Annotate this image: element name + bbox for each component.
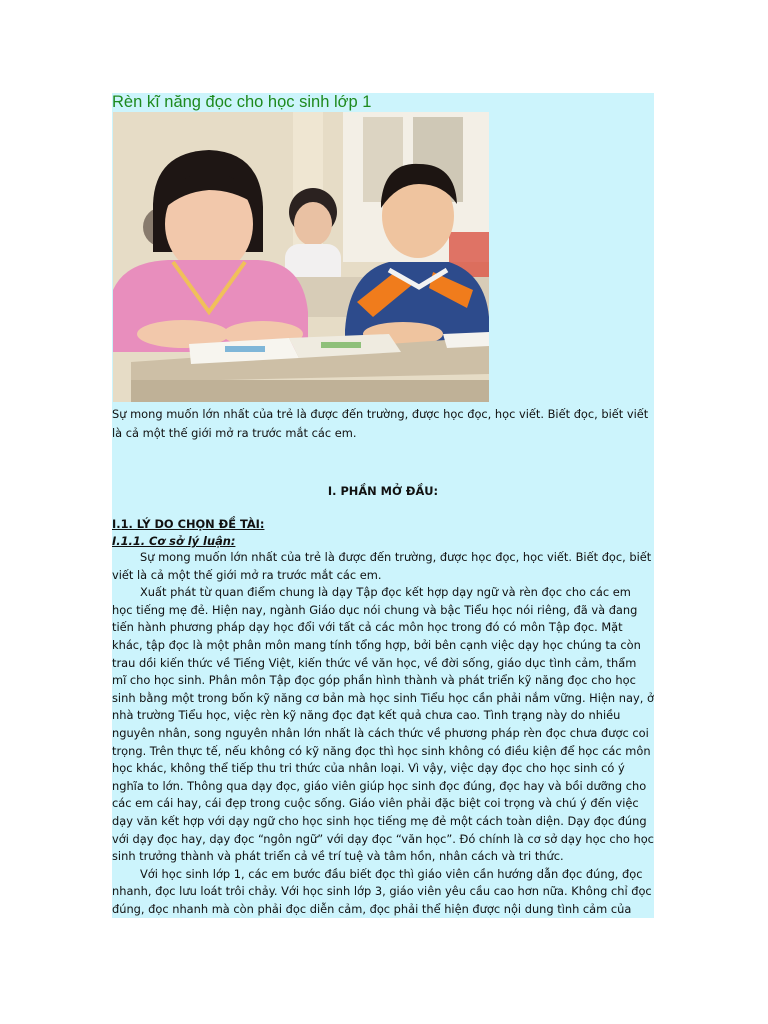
paragraph: Xuất phát từ quan điểm chung là dạy Tập đọc kết hợp dạy ngữ và rèn đọc cho các em học tiếng mẹ đẻ. Hiện nay, ngành Giáo dục nói chung và bậc Tiểu học nói riêng, đã và đang tiến hành phương pháp dạy học đổi với tất cả các môn học trong đó có môn Tập đọc. Mặt khác, tập đọc là một phân môn mang tính tổng hợp, bởi bên cạnh việc dạy học chúng ta còn trau dồi kiến thức về Tiếng Việt, kiến thức về văn học, về đời sống, giáo dục tình cảm, thẩm mĩ cho học sinh. Phân môn Tập đọc góp phần hình thành và phát triển kỹ năng đọc cho học sinh bằng một trong bốn kỹ năng cơ bản mà học sinh Tiểu học cần phải nắm vững. Hiện nay, ở nhà trường Tiểu học, việc rèn kỹ năng đọc đạt kết quả chưa cao. Tình trạng này do nhiều nguyên nhân, song nguyên nhân lớn nhất là cách thức về phương pháp rèn đọc chưa được coi trọng. Trên thực tế, nếu không có kỹ năng đọc thì học sinh không có điều kiện để học các môn học khác, không thể tiếp thu tri thức của nhân loại. Vì vậy, việc dạy đọc cho học sinh có ý nghĩa to lớn. Thông qua dạy đọc, giáo viên giúp học sinh đọc đúng, đọc hay và bồi dưỡng cho các em cái hay, cái đẹp trong cuộc sống. Giáo viên phải đặc biệt coi trọng và chú ý đến việc dạy văn kết hợp với dạy ngữ cho học sinh học tiếng mẹ đẻ một cách toàn diện. Dạy đọc đúng với dạy đọc hay, dạy đọc “ngôn ngữ” với dạy đọc “văn học”. Đó chính là cơ sở dạy học cho học sinh trưởng thành và phát triển cả về trí tuệ và tâm hồn, nhân cách và tri thức. bbox=[112, 585, 654, 864]
paragraph: Với học sinh lớp 1, các em bước đầu biết đọc thì giáo viên cần hướng dẫn đọc đúng, đọc nhanh, đọc lưu loát trôi chảy. Với học sinh lớp 3, giáo viên yêu cầu cao hơn nữa. Không chỉ đọc đúng, đọc nhanh mà còn phải đọc diễn cảm, đọc phải thể hiện được nội dung tình cảm của bbox=[112, 866, 652, 916]
article-title: Rèn kĩ năng đọc cho học sinh lớp 1 bbox=[112, 93, 372, 111]
article-body bbox=[112, 549, 654, 918]
subsubsection-heading: I.1.1. Cơ sở lý luận: bbox=[112, 534, 236, 548]
classroom-photo bbox=[113, 112, 489, 402]
subsection-heading: I.1. LÝ DO CHỌN ĐỀ TÀI: bbox=[112, 517, 265, 531]
article-page bbox=[112, 93, 654, 918]
photo-caption: Sự mong muốn lớn nhất của trẻ là được đến trường, được học đọc, học viết. Biết đọc, biết viết là cả một thế giới mở ra trước mắt các em. bbox=[112, 407, 649, 440]
paragraph: Sự mong muốn lớn nhất của trẻ là được đến trường, được học đọc, học viết. Biết đọc, biết viết là cả một thế giới mở ra trước mắt các em. bbox=[112, 550, 652, 582]
section-heading: I. PHẦN MỞ ĐẦU: bbox=[327, 484, 439, 498]
